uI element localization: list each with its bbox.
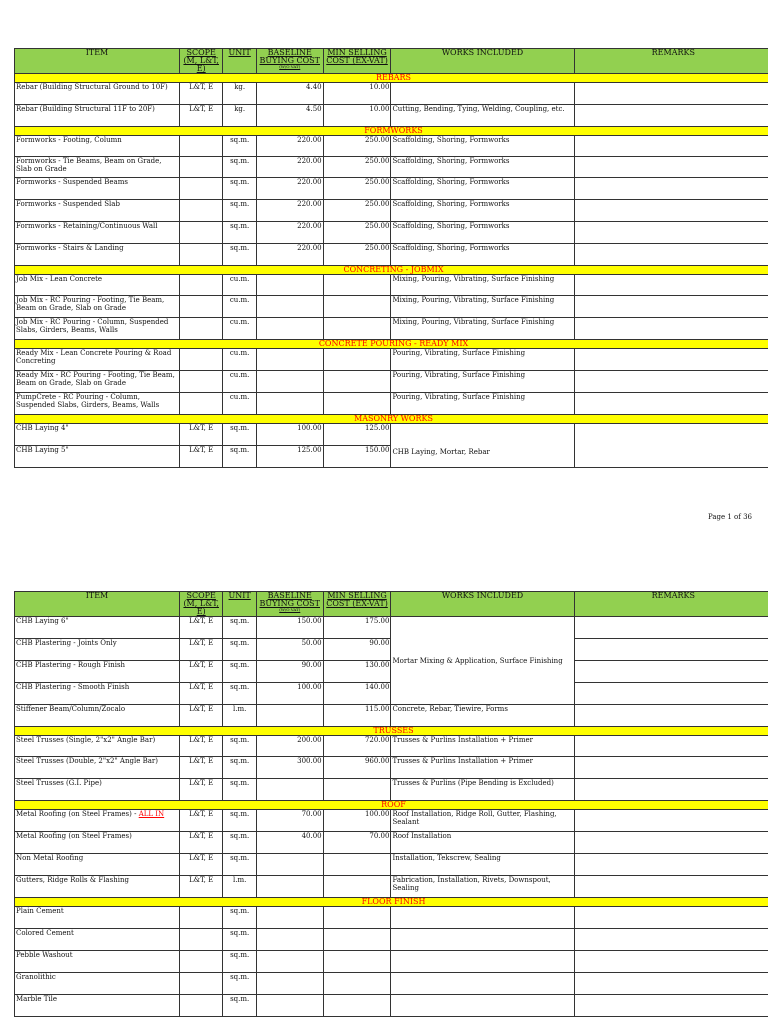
table-row [15,296,768,318]
cell-works: Installation, Tekscrew, Sealing [391,854,574,876]
table-row [15,973,768,995]
cell-remarks [574,639,768,661]
cell-unit: cu.m. [223,393,256,415]
cell-works [391,929,574,951]
section-title-formworks: FORMWORKS [15,127,768,136]
cell-baseline [256,779,323,801]
header-item: ITEM [15,592,180,617]
table-row [15,424,768,446]
cell-baseline [256,854,323,876]
table-row [15,136,768,157]
cell-remarks [574,995,768,1017]
cell-unit: sq.m. [223,854,256,876]
cell-scope [179,200,223,222]
cell-works-merged: CHB Laying, Mortar, Rebar [391,424,574,468]
cell-min-selling [323,275,391,296]
cell-min-selling: 10.00 [323,83,391,105]
cell-remarks [574,661,768,683]
cell-works-merged: Mortar Mixing & Application, Surface Finishing [391,617,574,705]
table-row [15,83,768,105]
cell-min-selling: 250.00 [323,157,391,178]
table-row [15,349,768,371]
cell-remarks [574,296,768,318]
cell-remarks [574,371,768,393]
cell-baseline: 300.00 [256,757,323,779]
cell-scope [179,136,223,157]
cell-scope [179,275,223,296]
cell-works: Scaffolding, Shoring, Formworks [391,136,574,157]
cell-unit: sq.m. [223,639,256,661]
cell-scope: L&T, E [179,639,223,661]
cell-unit: sq.m. [223,757,256,779]
cell-scope: L&T, E [179,876,223,898]
header-item: ITEM [15,49,180,74]
cell-remarks [574,779,768,801]
cell-remarks [574,424,768,468]
section-row [15,266,768,275]
header-min-selling: MIN SELLING COST (EX-VAT) [323,49,391,74]
table-row [15,222,768,244]
cell-remarks [574,951,768,973]
cell-baseline: 220.00 [256,200,323,222]
cell-min-selling: 125.00 [323,424,391,446]
section-title-readymix: CONCRETE POURING - READY MIX [15,340,768,349]
cell-unit: sq.m. [223,244,256,266]
cell-min-selling [323,907,391,929]
cell-unit: sq.m. [223,907,256,929]
cell-works: Scaffolding, Shoring, Formworks [391,157,574,178]
cell-min-selling: 250.00 [323,244,391,266]
cell-min-selling: 140.00 [323,683,391,705]
table-row [15,832,768,854]
table-header-row [15,592,768,617]
cell-min-selling: 115.00 [323,705,391,727]
cell-min-selling [323,876,391,898]
cell-unit: sq.m. [223,810,256,832]
table-row [15,929,768,951]
cell-works: Scaffolding, Shoring, Formworks [391,200,574,222]
cell-min-selling: 90.00 [323,639,391,661]
cell-remarks [574,83,768,105]
table-row [15,244,768,266]
header-remarks: REMARKS [574,49,768,74]
cell-scope [179,929,223,951]
cell-baseline: 200.00 [256,736,323,757]
cell-baseline: 90.00 [256,661,323,683]
cell-unit: l.m. [223,705,256,727]
cell-remarks [574,810,768,832]
cell-remarks [574,178,768,200]
cell-min-selling [323,929,391,951]
cell-item: Marble Tile [15,995,180,1017]
cell-item: CHB Laying 5" [15,446,180,468]
section-row [15,340,768,349]
cell-item: Formworks - Suspended Beams [15,178,180,200]
section-row [15,898,768,907]
cell-scope [179,296,223,318]
cell-baseline: 50.00 [256,639,323,661]
cell-baseline [256,318,323,340]
table-row [15,178,768,200]
cell-works: Scaffolding, Shoring, Formworks [391,244,574,266]
cell-scope: L&T, E [179,810,223,832]
page-number: Page 1 of 36 [707,513,752,521]
cell-baseline: 220.00 [256,178,323,200]
cell-baseline [256,349,323,371]
cell-unit: sq.m. [223,951,256,973]
cell-unit: sq.m. [223,973,256,995]
rate-table-page-1 [14,48,768,468]
cell-scope: L&T, E [179,832,223,854]
cell-baseline: 40.00 [256,832,323,854]
cell-item: Formworks - Suspended Slab [15,200,180,222]
cell-works: Trusses & Purlins (Pipe Bending is Excluded) [391,779,574,801]
cell-item: Steel Trusses (Single, 2"x2" Angle Bar) [15,736,180,757]
cell-scope: L&T, E [179,779,223,801]
section-row [15,127,768,136]
cell-baseline [256,393,323,415]
cell-scope [179,973,223,995]
cell-remarks [574,736,768,757]
cell-works: Scaffolding, Shoring, Formworks [391,178,574,200]
cell-baseline: 100.00 [256,424,323,446]
cell-remarks [574,136,768,157]
cell-scope: L&T, E [179,424,223,446]
cell-baseline [256,296,323,318]
section-title-trusses: TRUSSES [15,727,768,736]
cell-unit: sq.m. [223,929,256,951]
header-baseline-label: BASELINE BUYING COST [259,48,320,65]
cell-item: Colored Cement [15,929,180,951]
table-row [15,393,768,415]
cell-min-selling [323,951,391,973]
cell-min-selling: 10.00 [323,105,391,127]
cell-min-selling: 70.00 [323,832,391,854]
cell-baseline [256,705,323,727]
cell-remarks [574,929,768,951]
cell-baseline: 150.00 [256,617,323,639]
cell-scope: L&T, E [179,83,223,105]
cell-remarks [574,275,768,296]
cell-unit: sq.m. [223,995,256,1017]
cell-baseline: 220.00 [256,136,323,157]
cell-remarks [574,832,768,854]
cell-unit: sq.m. [223,446,256,468]
cell-item: Non Metal Roofing [15,854,180,876]
cell-item: Granolithic [15,973,180,995]
cell-min-selling [323,349,391,371]
cell-remarks [574,157,768,178]
cell-item: Metal Roofing (on Steel Frames) [15,832,180,854]
cell-item: CHB Laying 6" [15,617,180,639]
cell-unit: cu.m. [223,275,256,296]
cell-item: Job Mix - RC Pouring - Footing, Tie Beam, Beam on Grade, Slab on Grade [15,296,180,318]
cell-min-selling: 130.00 [323,661,391,683]
cell-scope [179,907,223,929]
cell-works: Roof Installation [391,832,574,854]
cell-item: Ready Mix - Lean Concrete Pouring & Road Concreting [15,349,180,371]
cell-scope: L&T, E [179,661,223,683]
rate-table-page-2 [14,591,768,1017]
cell-min-selling [323,318,391,340]
table-row [15,105,768,127]
cell-works: Mixing, Pouring, Vibrating, Surface Finishing [391,275,574,296]
cell-baseline: 125.00 [256,446,323,468]
cell-remarks [574,705,768,727]
cell-works: Cutting, Bending, Tying, Welding, Coupling, etc. [391,105,574,127]
cell-baseline [256,951,323,973]
cell-unit: l.m. [223,876,256,898]
cell-item: PumpCrete - RC Pouring - Column, Suspended Slabs, Girders, Beams, Walls [15,393,180,415]
cell-scope: L&T, E [179,757,223,779]
section-row [15,415,768,424]
cell-works: Concrete, Rebar, Tiewire, Forms [391,705,574,727]
cell-works: Pouring, Vibrating, Surface Finishing [391,371,574,393]
cell-scope [179,349,223,371]
cell-scope: L&T, E [179,105,223,127]
cell-remarks [574,683,768,705]
cell-works: Roof Installation, Ridge Roll, Gutter, Flashing, Sealant [391,810,574,832]
cell-unit: sq.m. [223,157,256,178]
cell-scope [179,244,223,266]
cell-item: CHB Plastering - Rough Finish [15,661,180,683]
cell-works: Fabrication, Installation, Rivets, Downspout, Sealing [391,876,574,898]
cell-item: CHB Laying 4" [15,424,180,446]
cell-works: Scaffolding, Shoring, Formworks [391,222,574,244]
cell-works: Trusses & Purlins Installation + Primer [391,736,574,757]
cell-baseline [256,275,323,296]
cell-item: Plain Cement [15,907,180,929]
cell-item-text: Metal Roofing (on Steel Frames) - [16,810,139,818]
cell-min-selling: 720.00 [323,736,391,757]
cell-remarks [574,876,768,898]
cell-min-selling [323,371,391,393]
header-baseline [256,49,323,74]
section-title-masonry: MASONRY WORKS [15,415,768,424]
cell-baseline: 220.00 [256,157,323,178]
cell-remarks [574,617,768,639]
header-works: WORKS INCLUDED [391,49,574,74]
cell-unit: sq.m. [223,736,256,757]
cell-min-selling: 250.00 [323,200,391,222]
cell-unit: cu.m. [223,371,256,393]
table-row [15,757,768,779]
cell-item: Rebar (Building Structural 11F to 20F) [15,105,180,127]
cell-min-selling: 175.00 [323,617,391,639]
table-row [15,371,768,393]
cell-works: Pouring, Vibrating, Surface Finishing [391,349,574,371]
header-baseline-sub: (W/O VAT) [279,64,301,69]
cell-baseline [256,995,323,1017]
cell-item: CHB Plastering - Joints Only [15,639,180,661]
cell-min-selling [323,973,391,995]
cell-scope: L&T, E [179,617,223,639]
cell-min-selling: 250.00 [323,136,391,157]
cell-works: Mixing, Pouring, Vibrating, Surface Finishing [391,318,574,340]
cell-baseline [256,973,323,995]
cell-works: Mixing, Pouring, Vibrating, Surface Finishing [391,296,574,318]
section-row [15,801,768,810]
cell-scope: L&T, E [179,446,223,468]
cell-baseline: 4.40 [256,83,323,105]
cell-baseline [256,371,323,393]
cell-scope [179,222,223,244]
table-row [15,995,768,1017]
cell-remarks [574,973,768,995]
cell-remarks [574,244,768,266]
cell-item: Formworks - Stairs & Landing [15,244,180,266]
cell-item: Formworks - Tie Beams, Beam on Grade, Slab on Grade [15,157,180,178]
section-row [15,74,768,83]
cell-item [15,810,180,832]
cell-remarks [574,854,768,876]
cell-works [391,973,574,995]
header-min-selling: MIN SELLING COST (EX-VAT) [323,592,391,617]
cell-works [391,951,574,973]
all-in-highlight: ALL IN [138,810,165,818]
header-unit: UNIT [223,49,256,74]
table-row [15,907,768,929]
cell-min-selling [323,854,391,876]
cell-item: Gutters, Ridge Rolls & Flashing [15,876,180,898]
cell-unit: cu.m. [223,296,256,318]
section-title-jobmix: CONCRETING - JOBMIX [15,266,768,275]
cell-min-selling: 150.00 [323,446,391,468]
cell-works: Pouring, Vibrating, Surface Finishing [391,393,574,415]
table-row [15,951,768,973]
cell-scope [179,178,223,200]
cell-scope: L&T, E [179,736,223,757]
table-row [15,876,768,898]
section-row [15,727,768,736]
cell-unit: sq.m. [223,661,256,683]
cell-unit: sq.m. [223,222,256,244]
table-row [15,200,768,222]
cell-unit: sq.m. [223,832,256,854]
cell-scope: L&T, E [179,683,223,705]
cell-baseline: 220.00 [256,222,323,244]
cell-works [391,907,574,929]
cell-remarks [574,907,768,929]
cell-unit: sq.m. [223,617,256,639]
section-title-rebars: REBARS [15,74,768,83]
cell-min-selling: 250.00 [323,222,391,244]
header-remarks: REMARKS [574,592,768,617]
cell-scope [179,995,223,1017]
cell-min-selling [323,296,391,318]
table-header-row [15,49,768,74]
table-row [15,810,768,832]
header-works: WORKS INCLUDED [391,592,574,617]
cell-baseline [256,876,323,898]
cell-baseline: 70.00 [256,810,323,832]
cell-scope [179,393,223,415]
table-row [15,157,768,178]
cell-unit: sq.m. [223,200,256,222]
cell-item: Ready Mix - RC Pouring - Footing, Tie Beam, Beam on Grade, Slab on Grade [15,371,180,393]
cell-item: CHB Plastering - Smooth Finish [15,683,180,705]
table-row [15,736,768,757]
cell-item: Formworks - Retaining/Continuous Wall [15,222,180,244]
header-baseline-sub: (W/O VAT) [279,607,301,612]
cell-remarks [574,393,768,415]
cell-unit: sq.m. [223,424,256,446]
cell-baseline [256,929,323,951]
cell-item: Steel Trusses (G.I. Pipe) [15,779,180,801]
cell-min-selling [323,995,391,1017]
cell-remarks [574,318,768,340]
cell-scope [179,951,223,973]
header-unit: UNIT [223,592,256,617]
cell-item: Steel Trusses (Double, 2"x2" Angle Bar) [15,757,180,779]
cell-min-selling: 100.00 [323,810,391,832]
cell-baseline: 100.00 [256,683,323,705]
cell-item: Formworks - Footing, Column [15,136,180,157]
cell-min-selling: 960.00 [323,757,391,779]
cell-scope [179,371,223,393]
cell-min-selling [323,779,391,801]
section-title-floor: FLOOR FINISH [15,898,768,907]
cell-baseline: 4.50 [256,105,323,127]
cell-scope: L&T, E [179,854,223,876]
cell-works: Trusses & Purlins Installation + Primer [391,757,574,779]
section-title-roof: ROOF [15,801,768,810]
cell-scope: L&T, E [179,705,223,727]
cell-unit: kg. [223,105,256,127]
table-row [15,705,768,727]
cell-works [391,995,574,1017]
cell-remarks [574,222,768,244]
cell-remarks [574,349,768,371]
header-baseline-label: BASELINE BUYING COST [259,591,320,608]
cell-unit: sq.m. [223,136,256,157]
cell-item: Rebar (Building Structural Ground to 10F) [15,83,180,105]
cell-min-selling: 250.00 [323,178,391,200]
cell-min-selling [323,393,391,415]
cell-baseline: 220.00 [256,244,323,266]
table-row [15,318,768,340]
cell-unit: sq.m. [223,683,256,705]
cell-unit: kg. [223,83,256,105]
cell-scope [179,157,223,178]
table-row [15,779,768,801]
table-row [15,617,768,639]
cell-item: Job Mix - Lean Concrete [15,275,180,296]
cell-item: Stiffener Beam/Column/Zocalo [15,705,180,727]
header-scope: SCOPE (M, L&T, E) [179,49,223,74]
header-baseline [256,592,323,617]
cell-unit: cu.m. [223,349,256,371]
cell-item: Pebble Washout [15,951,180,973]
cell-unit: sq.m. [223,779,256,801]
table-row [15,275,768,296]
cell-unit: sq.m. [223,178,256,200]
cell-remarks [574,200,768,222]
cell-works [391,83,574,105]
cell-remarks [574,757,768,779]
header-scope: SCOPE (M, L&T, E) [179,592,223,617]
cell-item: Job Mix - RC Pouring - Column, Suspended Slabs, Girders, Beams, Walls [15,318,180,340]
cell-scope [179,318,223,340]
table-row [15,854,768,876]
cell-remarks [574,105,768,127]
cell-unit: cu.m. [223,318,256,340]
cell-baseline [256,907,323,929]
